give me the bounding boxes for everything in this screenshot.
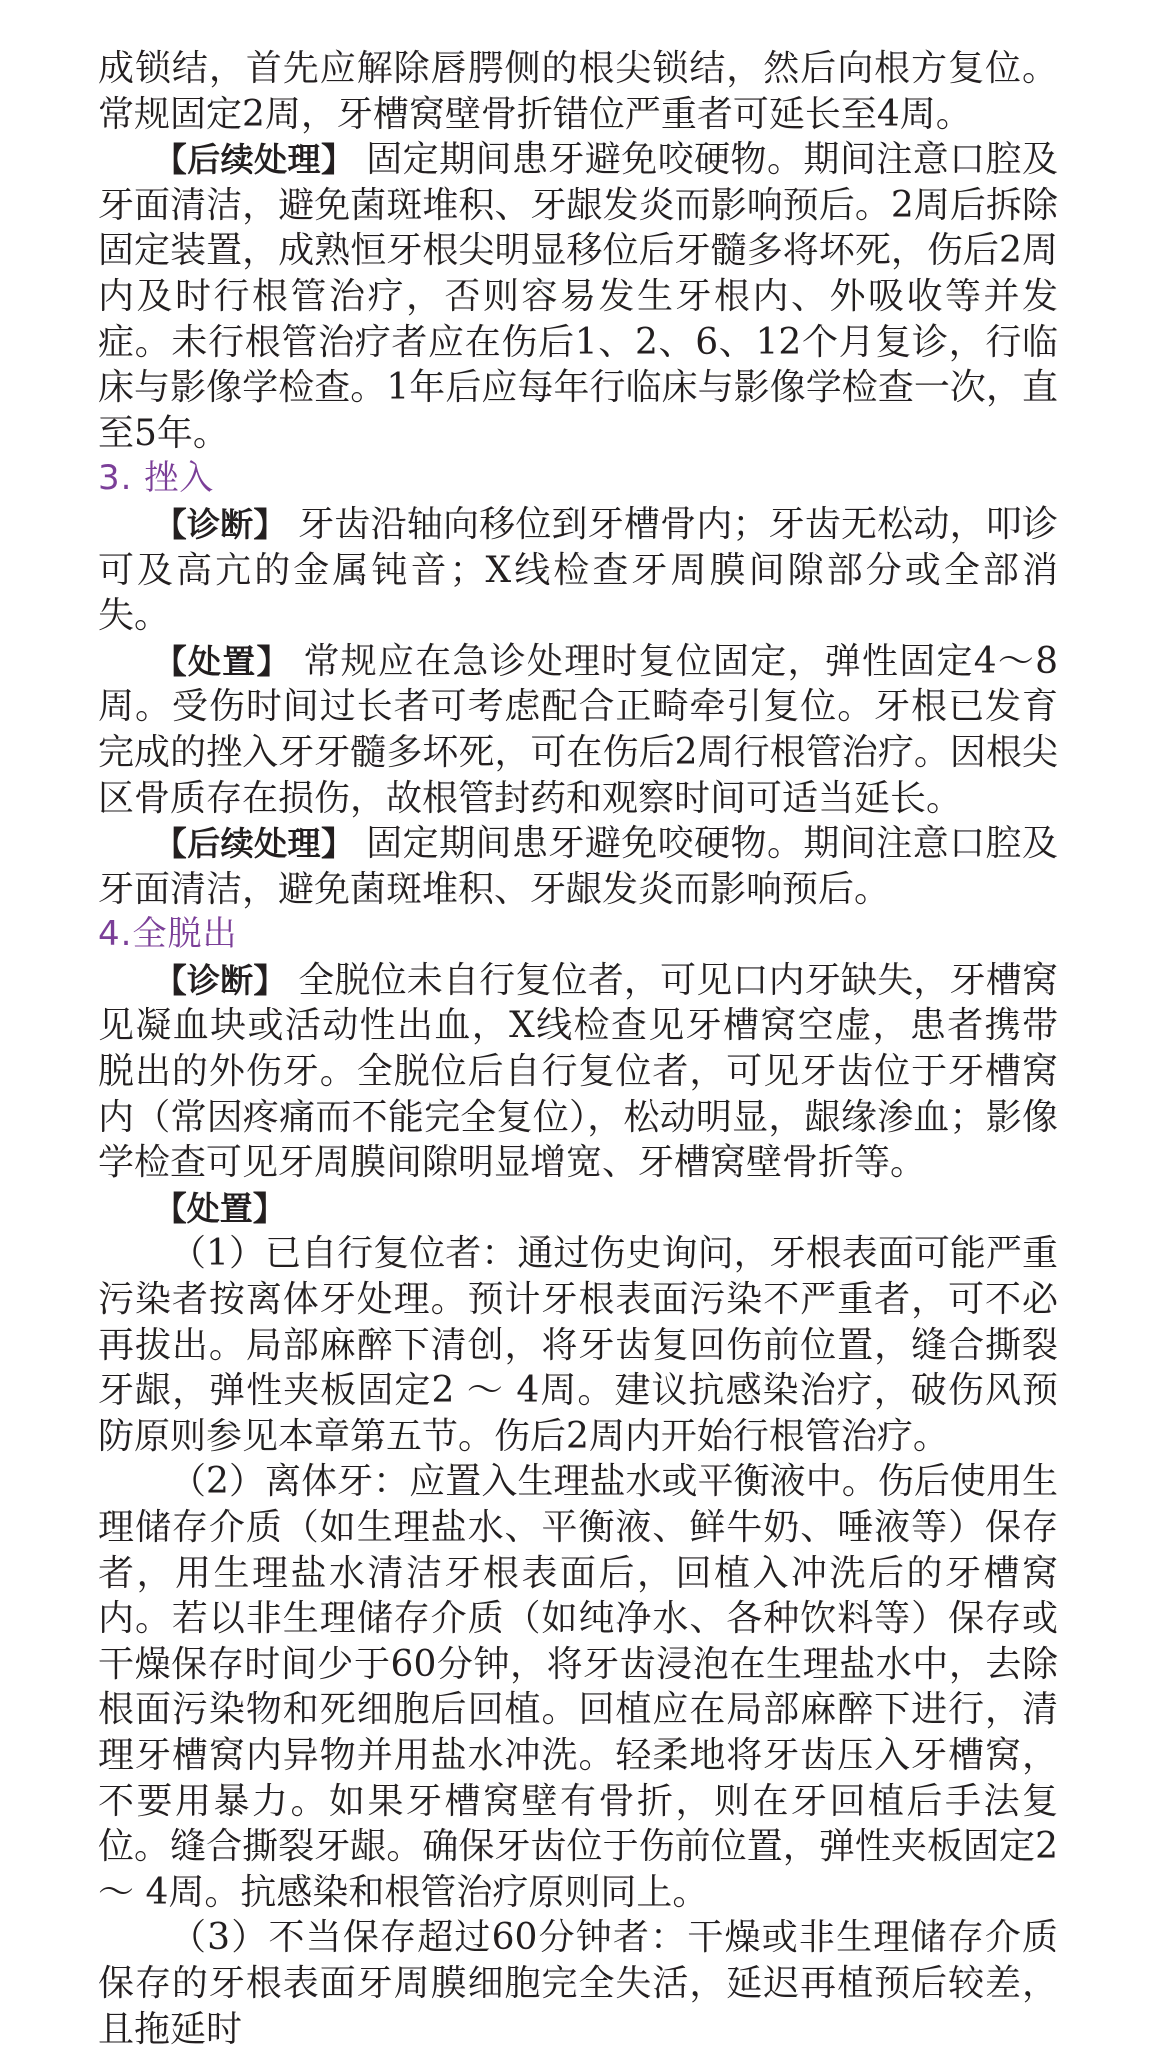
paragraph-item-3: （3）不当保存超过60分钟者：干燥或非生理储存介质保存的牙根表面牙周膜细胞完全失活，延迟再植预后较差，且拖延时 xyxy=(98,1917,1058,2050)
paragraph-diagnosis-1 xyxy=(98,502,1058,639)
paragraph-text: 成锁结，首先应解除唇腭侧的根尖锁结，然后向根方复位。常规固定2周，牙槽窝壁骨折错位严重者可延长至4周。 xyxy=(98,48,1058,135)
section-tag: 【处置】 xyxy=(153,641,291,681)
paragraph-text: 固定期间患牙避免咬硬物。期间注意口腔及牙面清洁，避免菌斑堆积、牙龈发炎而影响预后。 xyxy=(98,823,1058,910)
section-tag: 【诊断】 xyxy=(153,960,287,1000)
paragraph-text: 常规应在急诊处理时复位固定，弹性固定4～8周。受伤时间过长者可考虑配合正畸牵引复位。牙根已发育完成的挫入牙牙髓多坏死，可在伤后2周行根管治疗。因根尖区骨质存在损伤，故根管封药和观察时间可适当延长。 xyxy=(98,640,1058,819)
paragraph-text: 固定期间患牙避免咬硬物。期间注意口腔及牙面清洁，避免菌斑堆积、牙龈发炎而影响预后。2周后拆除固定装置，成熟恒牙根尖明显移位后牙髓多将坏死，伤后2周内及时行根管治疗，否则容易发生牙根内、外吸收等并发症。未行根管治疗者应在伤后1、2、6、12个月复诊，行临床与影像学检查。1年后应每年行临床与影像学检查一次，直至5年。 xyxy=(98,139,1058,454)
section-tag: 【处置】 xyxy=(153,1188,286,1228)
section-heading-intrusion: 3. 挫入 xyxy=(98,458,215,499)
paragraph-diagnosis-2 xyxy=(98,958,1058,1186)
paragraph-continued xyxy=(98,46,1058,137)
document-body xyxy=(98,46,1058,2052)
paragraph-text: 牙齿沿轴向移位到牙槽骨内；牙齿无松动，叩诊可及高亢的金属钝音；X线检查牙周膜间隙部分或全部消失。 xyxy=(98,503,1058,637)
paragraph-follow-up-2 xyxy=(98,821,1058,912)
paragraph-text: 全脱位未自行复位者，可见口内牙缺失，牙槽窝见凝血块或活动性出血，X线检查见牙槽窝空虚，患者携带脱出的外伤牙。全脱位后自行复位者，可见牙齿位于牙槽窝内（常因疼痛而不能完全复位），松动明显，龈缘渗血；影像学检查可见牙周膜间隙明显增宽、牙槽窝壁骨折等。 xyxy=(98,959,1058,1184)
paragraph-follow-up-1 xyxy=(98,137,1058,456)
section-tag: 【后续处理】 xyxy=(153,824,355,864)
paragraph-item-2: （2）离体牙：应置入生理盐水或平衡液中。伤后使用生理储存介质（如生理盐水、平衡液、鲜牛奶、唾液等）保存者，用生理盐水清洁牙根表面后，回植入冲洗后的牙槽窝内。若以非生理储存介质（如纯净水、各种饮料等）保存或干燥保存时间少于60分钟，将牙齿浸泡在生理盐水中，去除根面污染物和死细胞后回植。回植应在局部麻醉下进行，清理牙槽窝内异物并用盐水冲洗。轻柔地将牙齿压入牙槽窝，不要用暴力。如果牙槽窝壁有骨折，则在牙回植后手法复位。缝合撕裂牙龈。确保牙齿位于伤前位置，弹性夹板固定2 ～ 4周。抗感染和根管治疗原则同上。 xyxy=(98,1461,1058,1913)
section-heading-avulsion: 4.全脱出 xyxy=(98,914,238,955)
paragraph-treatment-1 xyxy=(98,639,1058,821)
section-tag: 【诊断】 xyxy=(153,504,287,544)
section-tag: 【后续处理】 xyxy=(153,140,355,180)
paragraph-treatment-2 xyxy=(98,1186,1058,1232)
paragraph-item-1: （1）已自行复位者：通过伤史询问，牙根表面可能严重污染者按离体牙处理。预计牙根表面污染不严重者，可不必再拔出。局部麻醉下清创，将牙齿复回伤前位置，缝合撕裂牙龈，弹性夹板固定2 ～ 4周。建议抗感染治疗，破伤风预防原则参见本章第五节。伤后2周内开始行根管治疗。 xyxy=(98,1233,1058,1457)
